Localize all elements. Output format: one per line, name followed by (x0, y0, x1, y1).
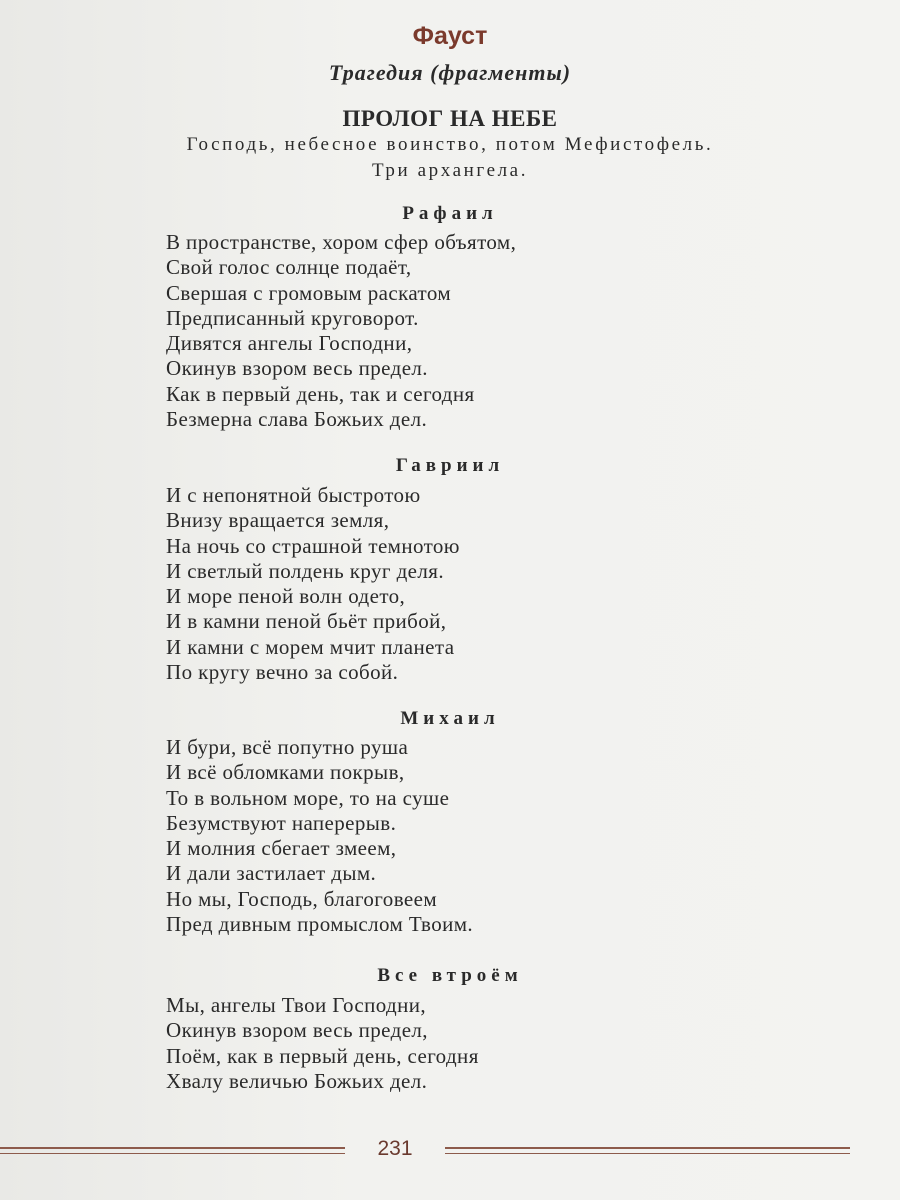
stanza-all-three (166, 993, 479, 1094)
verse-line: То в вольном море, то на суше (166, 785, 450, 810)
verse-line: И дали застилает дым. (166, 861, 377, 886)
verse-line: И море пеной волн одето, (166, 584, 406, 609)
verse-line: Дивятся ангелы Господни, (166, 331, 413, 356)
section-title: ПРОЛОГ НА НЕБЕ (342, 106, 558, 131)
verse-line: Свой голос солнце подаёт, (166, 255, 412, 280)
work-subtitle: Трагедия (фрагменты) (328, 60, 572, 85)
verse-line: Безумствуют наперерыв. (166, 810, 397, 835)
footer-rule-right (445, 1147, 850, 1154)
verse-line: И камни с морем мчит планета (166, 634, 455, 659)
verse-line: Окинув взором весь предел, (166, 1018, 428, 1043)
verse-line: И в камни пеной бьёт прибой, (166, 609, 447, 634)
speaker-michael: Михаил (400, 708, 500, 729)
speaker-all-three: Все втроём (377, 965, 523, 986)
verse-line: И молния сбегает змеем, (166, 836, 397, 861)
speaker-gabriel: Гавриил (395, 455, 505, 476)
verse-line: Окинув взором весь предел. (166, 356, 428, 381)
verse-line: Но мы, Господь, благоговеем (166, 886, 438, 911)
verse-line: Пред дивным промыслом Твоим. (166, 912, 474, 937)
verse-line: Предписанный круговорот. (166, 305, 419, 330)
footer-rule-left (0, 1147, 345, 1154)
verse-line: Безмерна слава Божьих дел. (166, 407, 428, 432)
verse-line: Свершая с громовым раскатом (166, 280, 452, 305)
page-number: 231 (377, 1137, 413, 1160)
verse-line: В пространстве, хором сфер объятом, (166, 230, 517, 254)
verse-line: И светлый полдень круг деля. (166, 558, 444, 583)
stanza-raphael (166, 230, 516, 432)
verse-line: И с непонятной быстротою (166, 483, 421, 507)
verse-line: Внизу вращается земля, (166, 508, 390, 533)
cast-list-line-1: Господь, небесное воинство, потом Мефистофель. (186, 134, 714, 155)
verse-line: По кругу вечно за собой. (166, 660, 399, 685)
verse-line: Как в первый день, так и сегодня (166, 381, 475, 406)
verse-line: Поём, как в первый день, сегодня (166, 1043, 479, 1068)
verse-line: Мы, ангелы Твои Господни, (166, 993, 427, 1017)
stanza-gabriel (166, 483, 460, 685)
cast-list-line-2: Три архангела. (371, 160, 529, 181)
verse-line: И бури, всё попутно руша (166, 735, 409, 759)
work-title: Фауст (412, 22, 488, 50)
verse-line: На ночь со страшной темнотою (166, 533, 460, 558)
verse-line: Хвалу величью Божьих дел. (166, 1068, 428, 1093)
speaker-raphael: Рафаил (402, 203, 498, 224)
stanza-michael (166, 735, 473, 937)
verse-line: И всё обломками покрыв, (166, 760, 405, 785)
